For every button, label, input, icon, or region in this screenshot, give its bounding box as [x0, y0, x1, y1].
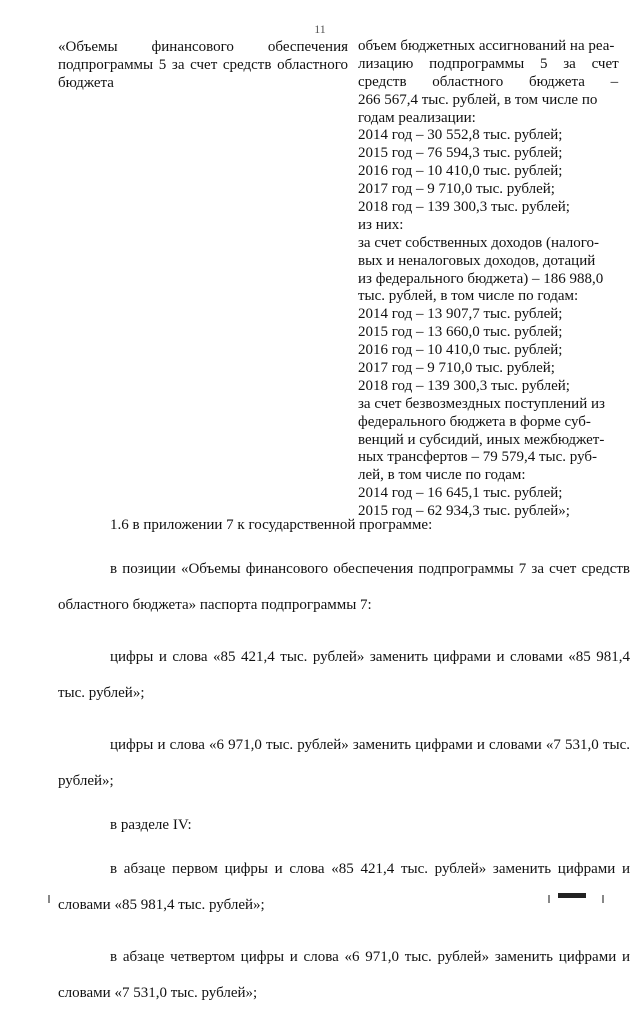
paragraph: 1.6 в приложении 7 к государственной программе:	[110, 517, 433, 533]
right-line: за счет безвозмездных поступлений из	[358, 395, 605, 412]
right-line: 2016 год – 10 410,0 тыс. рублей;	[358, 342, 563, 359]
right-line: лей, в том числе по годам:	[358, 467, 526, 484]
paragraph: в разделе IV:	[110, 817, 192, 833]
right-cell	[358, 38, 630, 521]
page-number: 11	[314, 22, 326, 36]
right-line: 2018 год – 139 300,3 тыс. рублей;	[358, 199, 570, 216]
right-line: 2014 год – 30 552,8 тыс. рублей;	[358, 127, 563, 144]
paragraph: в позиции «Объемы финансового обеспечения подпрограммы 7 за счет средств областного бюджета» паспорта подпрограммы 7:	[58, 561, 630, 613]
right-line: из них:	[358, 216, 404, 233]
right-line: вых и неналоговых доходов, дотаций	[358, 252, 596, 269]
paragraph: цифры и слова «85 421,4 тыс. рублей» заменить цифрами и словами «85 981,4 тыс. рублей»;	[58, 649, 630, 701]
right-line: за счет собственных доходов (налого-	[358, 234, 600, 251]
right-line: венций и субсидий, иных межбюджет-	[358, 431, 605, 448]
paragraph: цифры и слова «6 971,0 тыс. рублей» заменить цифрами и словами «7 531,0 тыс. рублей»;	[58, 737, 630, 789]
right-line: из федерального бюджета) – 186 988,0	[358, 270, 604, 287]
right-line: 2018 год – 139 300,3 тыс. рублей;	[358, 377, 570, 394]
right-line: 2017 год – 9 710,0 тыс. рублей;	[358, 181, 555, 198]
right-line: 2016 год – 10 410,0 тыс. рублей;	[358, 163, 563, 180]
left-cell: «Объемы финансового обеспечения подпрограммы 5 за счет средств областного бюджета	[58, 39, 348, 91]
right-line: объем бюджетных ассигнований на реа-	[358, 38, 615, 54]
right-line: 2017 год – 9 710,0 тыс. рублей;	[358, 360, 555, 377]
paragraph: в абзаце первом цифры и слова «85 421,4 тыс. рублей» заменить цифрами и словами «85 981,4 тыс. рублей»;	[58, 861, 630, 913]
right-line: 266 567,4 тыс. рублей, в том числе по	[358, 91, 598, 108]
scan-mark	[48, 895, 50, 903]
scan-mark	[602, 895, 604, 903]
right-line: ных трансфертов – 79 579,4 тыс. руб-	[358, 449, 598, 466]
right-line: федерального бюджета в форме суб-	[358, 413, 591, 430]
right-line: средств областного бюджета –	[358, 73, 619, 90]
amendment-text	[58, 515, 630, 1011]
right-line: лизацию подпрограммы 5 за счет	[358, 55, 619, 72]
right-line: 2015 год – 13 660,0 тыс. рублей;	[358, 324, 563, 341]
right-line: 2014 год – 16 645,1 тыс. рублей;	[358, 485, 563, 502]
right-line: 2014 год – 13 907,7 тыс. рублей;	[358, 306, 563, 323]
right-line: 2015 год – 76 594,3 тыс. рублей;	[358, 145, 563, 162]
paragraph: в абзаце четвертом цифры и слова «6 971,0 тыс. рублей» заменить цифрами и словами «7 531,0 тыс. рублей»;	[58, 949, 630, 1001]
right-line: тыс. рублей, в том числе по годам:	[358, 288, 579, 305]
right-line: 2015 год – 62 934,3 тыс. рублей»;	[358, 503, 570, 520]
scan-mark	[558, 893, 586, 898]
scan-mark	[548, 895, 550, 903]
right-line: годам реализации:	[358, 109, 476, 126]
